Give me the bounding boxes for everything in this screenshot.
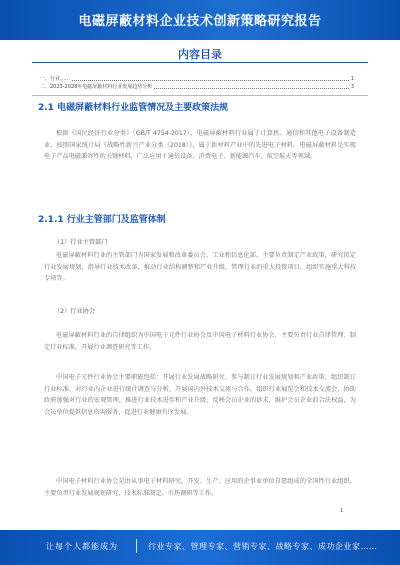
body-paragraph: 中国电子元件行业协会主要职能包括：开展行业发展战略研究、参与制订行业发展规划和产业政策，组织制订行业标准，对行业内企业进行统计调查与分析，开展国内外技术交流与合作，组织行业展览会和技术交流会，协助政府加强对行业的宏观管理，推进行业技术进步和产业升级，反映会员企业的诉求，维护会员企业的合法权益，为会员单位提供信息咨询服务，促进行业健康有序发展。 xyxy=(44,374,356,416)
toc-leader-dots xyxy=(154,88,349,89)
subsection-label: （2）行业协会 xyxy=(54,308,96,315)
toc-entry[interactable] xyxy=(40,74,354,82)
footer-divider xyxy=(136,539,137,553)
toc-leader-dots xyxy=(72,80,349,81)
report-header xyxy=(0,0,400,40)
toc-title: 内容目录 xyxy=(178,48,222,61)
table-of-contents xyxy=(40,74,354,90)
toc-entry-label: 一、行业…… xyxy=(40,76,71,82)
section-heading: 2.1 电磁屏蔽材料行业监管情况及主要政策法规 xyxy=(38,103,229,113)
subsection-heading: 2.1.1 行业主管部门及监管体制 xyxy=(38,215,166,225)
toc-entry-label: 二、2023-2028年电磁屏蔽材料行业发展趋势分析 xyxy=(40,84,153,90)
toc-entry-page: 1 xyxy=(350,76,354,82)
body-paragraph: 电磁屏蔽材料行业的自律组织为中国电子元件行业协会及中国电子材料行业协会，主要负责行业自律管理、制定行业标准、开展行业调查研究等工作。 xyxy=(44,332,356,351)
toc-entry[interactable] xyxy=(40,82,354,90)
report-footer xyxy=(0,530,400,565)
page-number: 1 xyxy=(340,508,344,514)
body-paragraph: 根据《国民经济行业分类》（GB/T 4754-2017），电磁屏蔽材料行业属于计算机、通信和其他电子设备制造业，按照国家统计局《战略性新兴产业分类（2018）》，属于新材料产业中的先进电子材料。电磁屏蔽材料是实现电子产品电磁兼容性的关键材料，广泛应用于通信设备、消费电子、新能源汽车、航空航天等领域。 xyxy=(44,130,356,160)
toc-entry-page: 3 xyxy=(350,84,354,90)
section-divider xyxy=(32,95,368,96)
report-title: 电磁屏蔽材料企业技术创新策略研究报告 xyxy=(78,14,322,29)
footer-slogan: 让每个人都能成为 xyxy=(46,542,118,551)
body-paragraph: 中国电子材料行业协会是由从事电子材料研究、开发、生产、应用的企事业单位自愿组成的全国性行业组织，主要负责行业发展规划研究、技术标准制定、市场调研等工作。 xyxy=(44,478,356,497)
toc-top-rule xyxy=(32,62,368,63)
body-paragraph: 电磁屏蔽材料行业的主管部门为国家发展和改革委员会、工业和信息化部，主要负责制定产业政策，研究拟定行业发展规划，指导行业技术改革，推动行业结构调整和产业升级，管理行业的重大投资项目，组织实施重大科技专项等。 xyxy=(44,252,356,282)
footer-tagline: 行业专家、管理专家、营销专家、战略专家、成功企业家…… xyxy=(148,542,378,551)
subsection-label: （1）行业主管部门 xyxy=(54,239,108,246)
